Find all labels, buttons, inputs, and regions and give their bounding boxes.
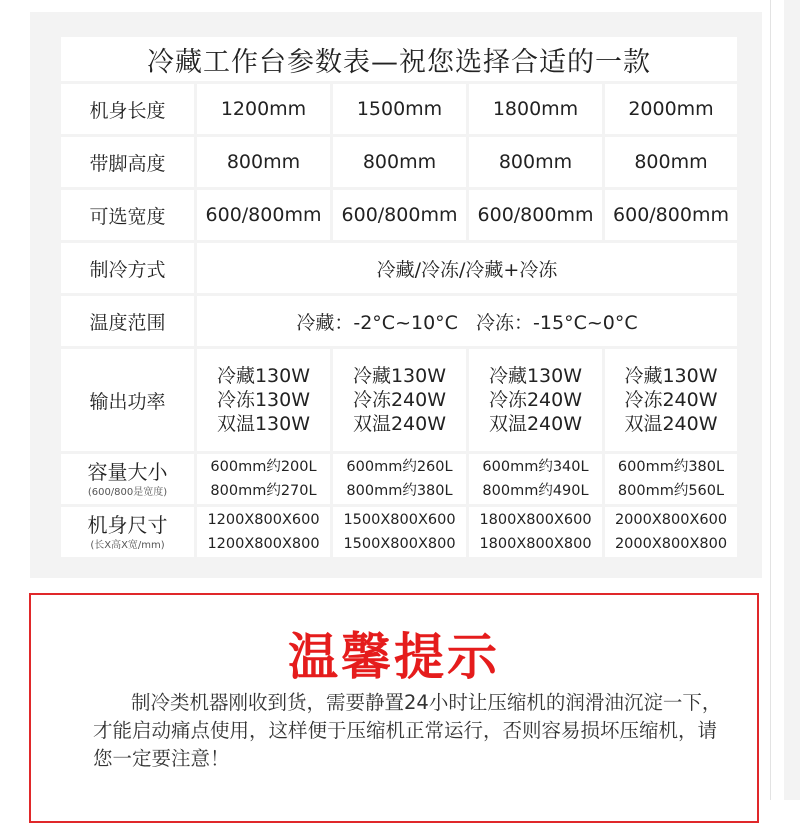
cell-line: 双温240W — [624, 413, 718, 435]
divider — [770, 0, 771, 800]
cell-line: 冷藏130W — [624, 365, 718, 387]
cell-line: 冷冻240W — [352, 389, 447, 411]
table-cell: 1500mm — [333, 84, 466, 134]
table-cell — [333, 507, 466, 557]
table-cell: 冷藏：-2°C~10°C 冷冻：-15°C~0°C — [197, 296, 737, 346]
row-label-text: 机身尺寸 — [87, 512, 168, 537]
cell-line: 800mm约270L — [210, 483, 317, 499]
table-cell: 800mm — [333, 137, 466, 187]
cell-line: 双温130W — [216, 413, 311, 435]
table-cell: 1200mm — [197, 84, 330, 134]
table-cell: 800mm — [605, 137, 737, 187]
cell-line: 800mm约380L — [346, 483, 453, 499]
table-cell — [197, 349, 330, 451]
table-row — [61, 454, 737, 504]
notice-title: 温馨提示 — [288, 628, 500, 686]
cell-line: 冷藏130W — [352, 365, 447, 387]
table-row — [61, 349, 737, 451]
cell-line: 双温240W — [488, 413, 583, 435]
table-cell — [605, 349, 737, 451]
cell-line: 冷藏130W — [216, 365, 311, 387]
table-cell — [469, 507, 602, 557]
cell-line: 600mm约340L — [482, 459, 589, 475]
table-cell — [333, 349, 466, 451]
cell-line: 2000X800X800 — [614, 536, 728, 552]
spec-table — [58, 34, 740, 560]
table-cell: 800mm — [469, 137, 602, 187]
right-edge — [784, 0, 800, 800]
cell-line: 冷冻130W — [216, 389, 311, 411]
row-label: 可选宽度 — [61, 190, 194, 240]
table-cell: 800mm — [197, 137, 330, 187]
table-cell: 冷藏/冷冻/冷藏+冷冻 — [197, 243, 737, 293]
cell-line: 冷冻240W — [488, 389, 583, 411]
row-label — [61, 507, 194, 557]
notice-body: 制冷类机器刚收到货，需要静置24小时让压缩机的润滑油沉淀一下，才能启动痛点使用，这样便于压缩机正常运行，否则容易损坏压缩机，请您一定要注意！ — [93, 691, 722, 770]
table-row — [61, 507, 737, 557]
cell-line: 800mm约490L — [482, 483, 589, 499]
row-label: 制冷方式 — [61, 243, 194, 293]
cell-line: 600mm约260L — [346, 459, 453, 475]
cell-line: 600mm约200L — [210, 459, 317, 475]
table-row — [61, 190, 737, 240]
row-label — [61, 454, 194, 504]
row-sublabel: (600/800是宽度) — [87, 486, 168, 498]
table-row — [61, 243, 737, 293]
cell-line: 双温240W — [352, 413, 447, 435]
table-cell: 600/800mm — [333, 190, 466, 240]
row-label: 输出功率 — [61, 349, 194, 451]
table-cell: 1800mm — [469, 84, 602, 134]
table-cell — [469, 454, 602, 504]
row-label: 机身长度 — [61, 84, 194, 134]
cell-line: 1500X800X800 — [343, 536, 456, 552]
table-cell — [197, 454, 330, 504]
table-cell — [605, 507, 737, 557]
cell-line: 冷冻240W — [624, 389, 718, 411]
row-sublabel: (长X高X宽/mm) — [90, 539, 165, 551]
cell-line: 1200X800X600 — [207, 512, 320, 528]
table-row — [61, 296, 737, 346]
row-label: 温度范围 — [61, 296, 194, 346]
cell-line: 冷藏130W — [488, 365, 583, 387]
table-cell — [333, 454, 466, 504]
cell-line: 600mm约380L — [617, 459, 725, 475]
cell-line: 2000X800X600 — [614, 512, 728, 528]
table-cell — [605, 454, 737, 504]
table-cell: 600/800mm — [605, 190, 737, 240]
row-label: 带脚高度 — [61, 137, 194, 187]
table-cell — [197, 507, 330, 557]
table-row — [61, 137, 737, 187]
table-cell — [469, 349, 602, 451]
row-label-text: 容量大小 — [87, 459, 168, 484]
notice-box — [29, 593, 759, 823]
table-row — [61, 84, 737, 134]
cell-line: 1800X800X600 — [479, 512, 592, 528]
cell-line: 1500X800X600 — [343, 512, 456, 528]
table-cell: 600/800mm — [469, 190, 602, 240]
cell-line: 1200X800X800 — [207, 536, 320, 552]
table-cell: 600/800mm — [197, 190, 330, 240]
table-cell: 2000mm — [605, 84, 737, 134]
table-title: 冷藏工作台参数表—祝您选择合适的一款 — [61, 37, 737, 81]
cell-line: 1800X800X800 — [479, 536, 592, 552]
cell-line: 800mm约560L — [617, 483, 725, 499]
